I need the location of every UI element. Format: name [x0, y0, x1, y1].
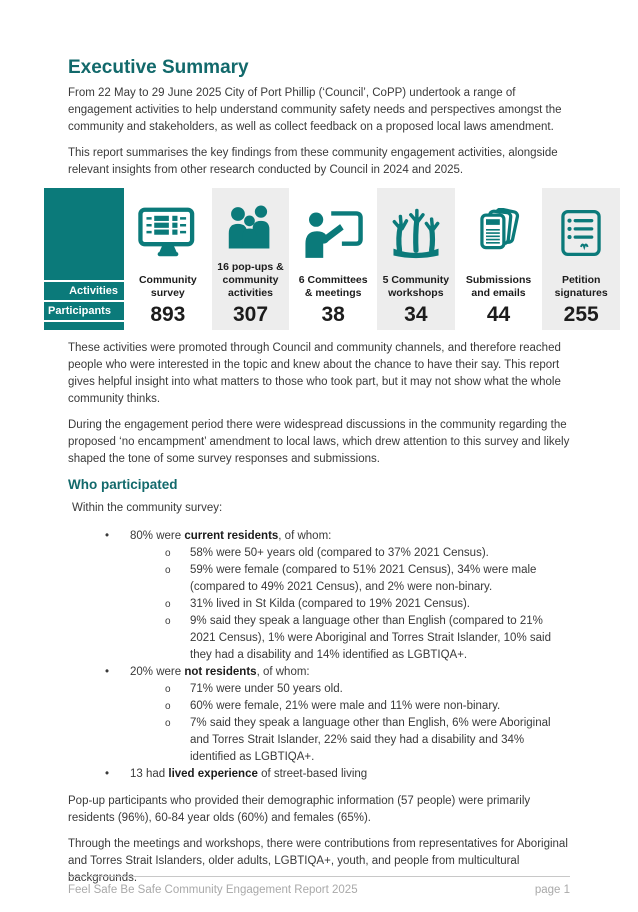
participants-value: 893 — [150, 303, 186, 326]
participants-value: 307 — [232, 303, 269, 326]
activity-label: Community survey — [138, 274, 197, 299]
infographic-row-headers — [44, 188, 124, 330]
participation-list — [68, 528, 570, 783]
body-paragraph: Pop-up participants who provided their demographic information (57 people) were primarily residents (96%), 60-84 year olds (60%) and females (65%). — [68, 795, 531, 824]
raised-hands-icon — [377, 188, 455, 274]
page-footer — [68, 876, 570, 896]
body-paragraph: During the engagement period there were widespread discussions in the community regarding the proposed ‘no encampment’ amendment to local laws, which drew attention to this survey and likely shaped the tone of some survey responses and submissions. — [68, 419, 570, 465]
list-subitem: o 31% lived in St Kilda (compared to 19% 2021 Census). — [165, 596, 570, 613]
list-subitem: o 59% were female (compared to 51% 2021 Census), 34% were male (compared to 49% 2021 Census), and 2% were non-binary. — [165, 562, 570, 596]
activities-infographic — [44, 188, 620, 330]
participants-row-label: Participants — [44, 300, 124, 320]
footer-report-title: Feel Safe Be Safe Community Engagement Report 2025 — [68, 884, 358, 896]
list-item: • 20% were not residents, of whom: — [105, 664, 570, 681]
column-committees — [294, 188, 372, 330]
petition-icon — [542, 188, 620, 274]
activity-columns — [129, 188, 620, 330]
presenter-icon — [294, 188, 372, 274]
activity-label: 16 pop-ups & community activities — [217, 261, 284, 299]
section-intro: Within the community survey: — [72, 502, 223, 514]
teal-strip — [44, 320, 124, 330]
list-subitem: o 71% were under 50 years old. — [165, 681, 570, 698]
participants-value: 44 — [486, 303, 511, 326]
activity-label: Submissions and emails — [465, 274, 532, 299]
activity-label: 6 Committees & meetings — [298, 274, 368, 299]
list-subitem: o 9% said they speak a language other than English (compared to 21% 2021 Census), 1% were Aboriginal and Torres Strait Islander, 10% said they had a disability and 14% identified as LGBTIQA+. — [165, 613, 570, 664]
participants-value: 38 — [321, 303, 345, 326]
list-item: • 13 had lived experience of street-based living — [105, 766, 570, 783]
footer-page-number: page 1 — [534, 884, 570, 896]
documents-stack-icon — [460, 188, 538, 274]
list-subitem: o 60% were female, 21% were male and 11% were non-binary. — [165, 698, 570, 715]
list-item: • 80% were current residents, of whom: — [105, 528, 570, 545]
intro-paragraph: This report summarises the key findings from these community engagement activities, alongside relevant insights from other research conducted by Council in 2024 and 2025. — [68, 147, 558, 176]
column-community-survey — [129, 188, 207, 330]
body-paragraph: Through the meetings and workshops, there were contributions from representatives for Aboriginal and Torres Strait Islanders, older adults, LGBTIQA+, youth, and people from multicultural backgrounds. — [68, 838, 568, 884]
activity-label: Petition signatures — [554, 274, 608, 299]
section-heading: Who participated — [68, 477, 178, 492]
column-petition — [542, 188, 620, 330]
page-title: Executive Summary — [68, 57, 249, 78]
column-submissions — [460, 188, 538, 330]
column-popups — [212, 188, 290, 330]
body-paragraph: These activities were promoted through Council and community channels, and therefore reached people who were interested in the topic and knew about the chance to have their say. This report gives helpful insight into what matters to those who took part, but it may not show what the whole community thinks. — [68, 342, 561, 405]
column-workshops — [377, 188, 455, 330]
activities-row-label: Activities — [44, 280, 124, 300]
activity-label: 5 Community workshops — [382, 274, 450, 299]
intro-paragraph: From 22 May to 29 June 2025 City of Port Phillip (‘Council’, CoPP) undertook a range of engagement activities to help understand community safety needs and perspectives amongst the community and stakeholders, as well as collect feedback on a proposed local laws amendment. — [68, 87, 562, 133]
list-subitem: o 7% said they speak a language other than English, 6% were Aboriginal and Torres Strait Islander, 22% said they had a disability and 34% identified as LGBTIQA+. — [165, 715, 570, 766]
participants-value: 255 — [563, 303, 599, 326]
survey-monitor-icon — [129, 188, 207, 274]
people-group-icon — [212, 188, 290, 261]
teal-block — [44, 188, 124, 280]
list-subitem: o 58% were 50+ years old (compared to 37% 2021 Census). — [165, 545, 570, 562]
participants-value: 34 — [404, 303, 428, 326]
